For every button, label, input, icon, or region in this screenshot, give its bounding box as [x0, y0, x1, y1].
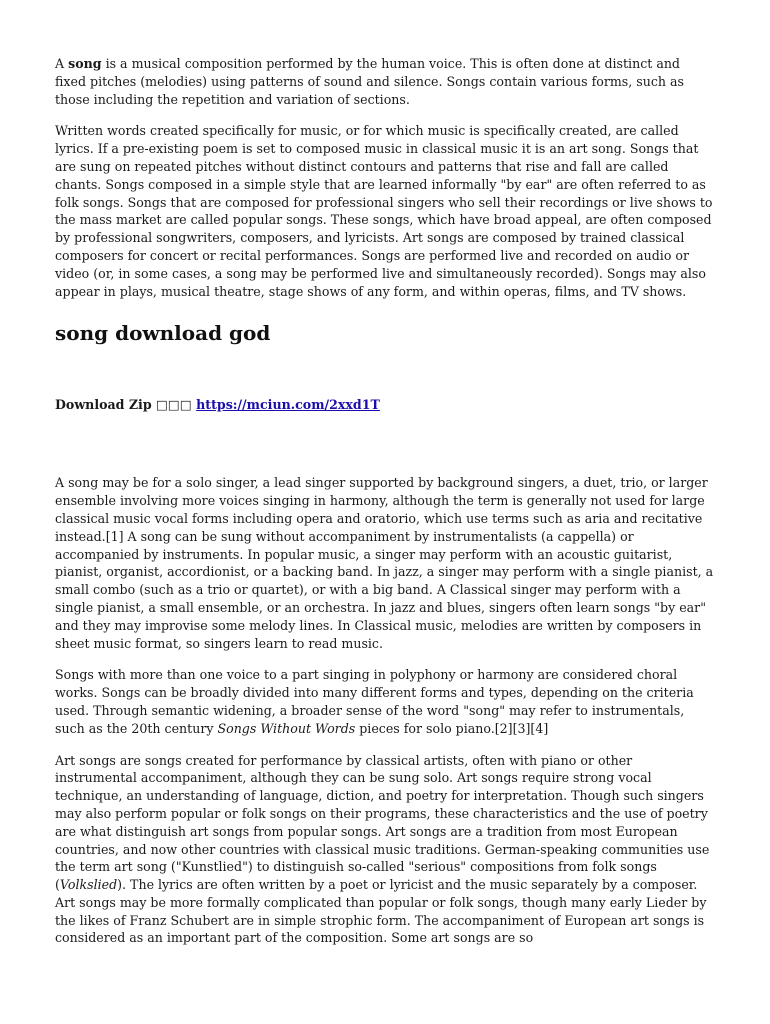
download-label: Download Zip	[55, 397, 152, 413]
download-link[interactable]: https://mciun.com/2xxd1T	[196, 397, 380, 413]
intro-prefix: A	[55, 56, 69, 71]
choral-text-end: pieces for solo piano.[2][3][4]	[355, 720, 549, 736]
intro-text: is a musical composition performed by the human voice. This is often done at distinct and fixed pitches (melodies) using patterns of sound and silence. Songs contain various forms, such as those including the repetition and variation of sections.	[55, 56, 684, 107]
choral-paragraph	[55, 666, 715, 737]
page-heading: song download god	[55, 321, 271, 346]
lyrics-paragraph: Written words created specifically for music, or for which music is specifically created, are called lyrics. If a pre-existing poem is set to composed music in classical music it is an art song. Songs that are sung on repeated pitches without distinct contours and patterns that rise and fall are called chants. Songs composed in a simple style that are learned informally "by ear" are often referred to as folk songs. Songs that are composed for professional singers who sell their recordings or live shows to the mass market are called popular songs. These songs, which have broad appeal, are often composed by professional songwriters, composers, and lyricists. Art songs are composed by trained classical composers for concert or recital performances. Songs are performed live and recorded on audio or video (or, in some cases, a song may be performed live and simultaneously recorded). Songs may also appear in plays, musical theatre, stage shows of any form, and within operas, films, and TV shows.	[55, 123, 713, 299]
download-glyphs: □□□	[156, 397, 192, 413]
bold-term: song	[68, 56, 102, 71]
choral-italic: Songs Without Words	[217, 720, 356, 736]
art-songs-italic: Volkslied	[59, 877, 118, 893]
choral-text: Songs with more than one voice to a part singing in polyphony or harmony are considered choral works. Songs can be broadly divided into many different forms and types, depending on the criteria used. Through semantic widening, a broader sense of the word "song" may refer to instrumentals, such as the 20th century	[55, 667, 694, 736]
solo-singer-paragraph: A song may be for a solo singer, a lead singer supported by background singers, a duet, trio, or larger ensemble involving more voices singing in harmony, although the term is generally not used for large classical music vocal forms including opera and oratorio, which use terms such as aria and recitative instead.[1] A song can be sung without accompaniment by instrumentalists (a cappella) or accompanied by instruments. In popular music, a singer may perform with an acoustic guitarist, pianist, organist, accordionist, or a backing band. In jazz, a singer may perform with a single pianist, a small combo (such as a trio or quartet), or with a big band. A Classical singer may perform with a single pianist, a small ensemble, or an orchestra. In jazz and blues, singers often learn songs "by ear" and they may improvise some melody lines. In Classical music, melodies are written by composers in sheet music format, so singers learn to read music.	[55, 475, 714, 651]
art-songs-paragraph	[55, 752, 715, 948]
download-line	[55, 396, 715, 414]
intro-paragraph	[55, 55, 715, 108]
art-songs-text-end: ). The lyrics are often written by a poet or lyricist and the music separately by a composer. Art songs may be more formally complicated than popular or folk songs, though many early Lieder by the likes of Franz Schubert are in simple strophic form. The accompaniment of European art songs is considered as an important part of the composition. Some art songs are so	[55, 877, 707, 946]
art-songs-text: Art songs are songs created for performance by classical artists, often with piano or other instrumental accompaniment, although they can be sung solo. Art songs require strong vocal technique, an understanding of language, diction, and poetry for interpretation. Though such singers may also perform popular or folk songs on their programs, these characteristics and the use of poetry are what distinguish art songs from popular songs. Art songs are a tradition from most European countries, and now other countries with classical music traditions. German-speaking communities use the term art song ("Kunstlied") to distinguish so-called "serious" compositions from folk songs (	[55, 752, 710, 893]
